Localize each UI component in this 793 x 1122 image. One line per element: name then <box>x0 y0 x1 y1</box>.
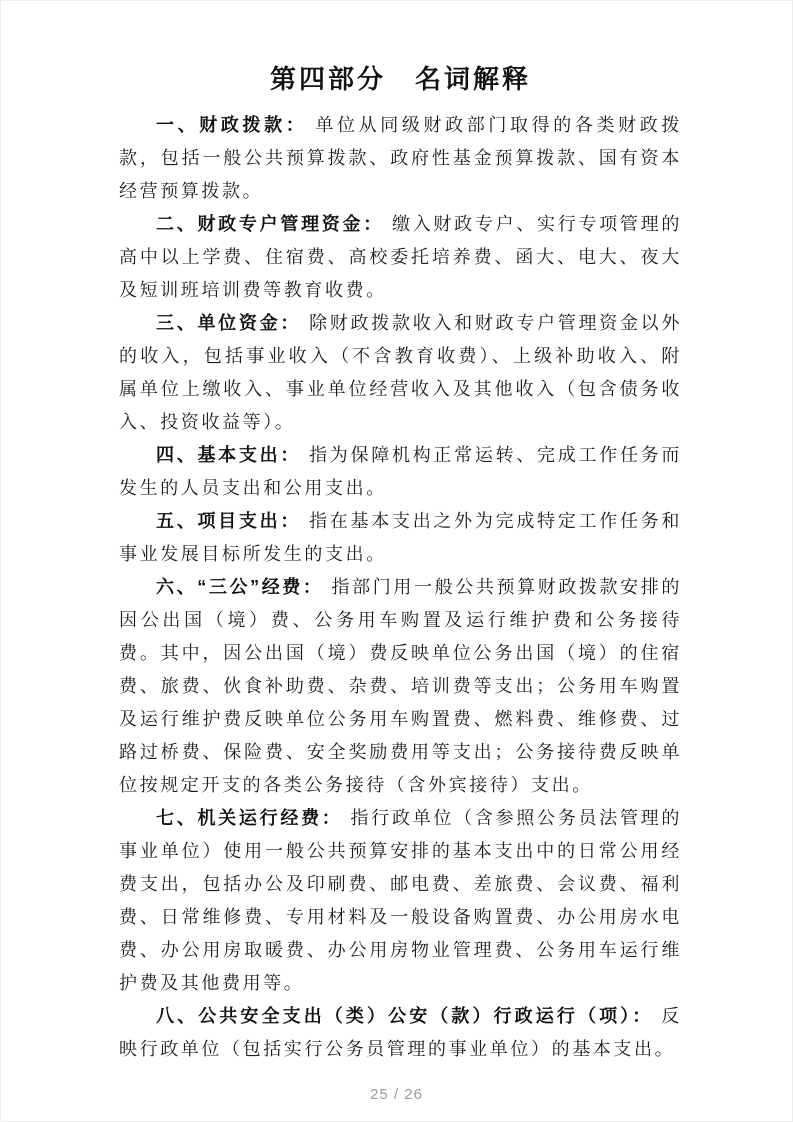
term-paragraph <box>119 802 682 1000</box>
term-definition: 反映行政单位（包括实行公务员管理的事业单位）的基本支出。 <box>119 1006 682 1059</box>
page-title: 第四部分 名词解释 <box>269 64 531 94</box>
term-paragraph <box>119 505 682 571</box>
term-definition: 指部门用一般公共预算财政拨款安排的因公出国（境）费、公务用车购置及运行维护费和公务接待费。其中，因公出国（境）费反映单位公务出国（境）的住宿费、旅费、伙食补助费、杂费、培训费等支出；公务用车购置及运行维护费反映单位公务用车购置费、燃料费、维修费、过路过桥费、保险费、安全奖励费用等支出；公务接待费反映单位按规定开支的各类公务接待（含外宾接待）支出。 <box>119 577 682 795</box>
term-paragraph <box>119 439 682 505</box>
term-definition: 单位从同级财政部门取得的各类财政拨款，包括一般公共预算拨款、政府性基金预算拨款、国有资本经营预算拨款。 <box>119 115 683 201</box>
term-label: 八、公共安全支出（类）公安（款）行政运行（项）： <box>156 1006 654 1026</box>
term-label: 五、项目支出： <box>156 511 302 531</box>
term-definition: 指行政单位（含参照公务员法管理的事业单位）使用一般公共预算安排的基本支出中的日常公用经费支出，包括办公及印刷费、邮电费、差旅费、会议费、福利费、日常维修费、专用材料及一般设备购置费、办公用房水电费、办公用房取暖费、办公用房物业管理费、公务用车运行维护费及其他费用等。 <box>119 808 682 993</box>
document-content <box>1 1 792 1066</box>
term-label: 三、单位资金： <box>156 313 302 333</box>
term-paragraph <box>119 571 682 802</box>
term-definition: 除财政拨款收入和财政专户管理资金以外的收入，包括事业收入（不含教育收费）、上级补助收入、附属单位上缴收入、事业单位经营收入及其他收入（包含债务收入、投资收益等）。 <box>119 313 682 432</box>
term-label: 二、财政专户管理资金： <box>156 214 384 234</box>
term-paragraph <box>119 109 682 208</box>
page-number: 25 / 26 <box>370 1086 423 1103</box>
term-label: 一、财政拨款： <box>156 115 308 135</box>
term-definition: 缴入财政专户、实行专项管理的高中以上学费、住宿费、高校委托培养费、函大、电大、夜大及短训班培训费等教育收费。 <box>119 214 682 300</box>
term-label: 六、“三公”经费： <box>156 577 324 597</box>
term-label: 四、基本支出： <box>156 445 302 465</box>
term-definition: 指在基本支出之外为完成特定工作任务和事业发展目标所发生的支出。 <box>119 511 682 564</box>
term-paragraph <box>119 1000 682 1066</box>
term-definition: 指为保障机构正常运转、完成工作任务而发生的人员支出和公用支出。 <box>119 445 682 498</box>
term-paragraph <box>119 208 682 307</box>
term-paragraph <box>119 307 682 439</box>
term-label: 七、机关运行经费： <box>156 808 343 828</box>
